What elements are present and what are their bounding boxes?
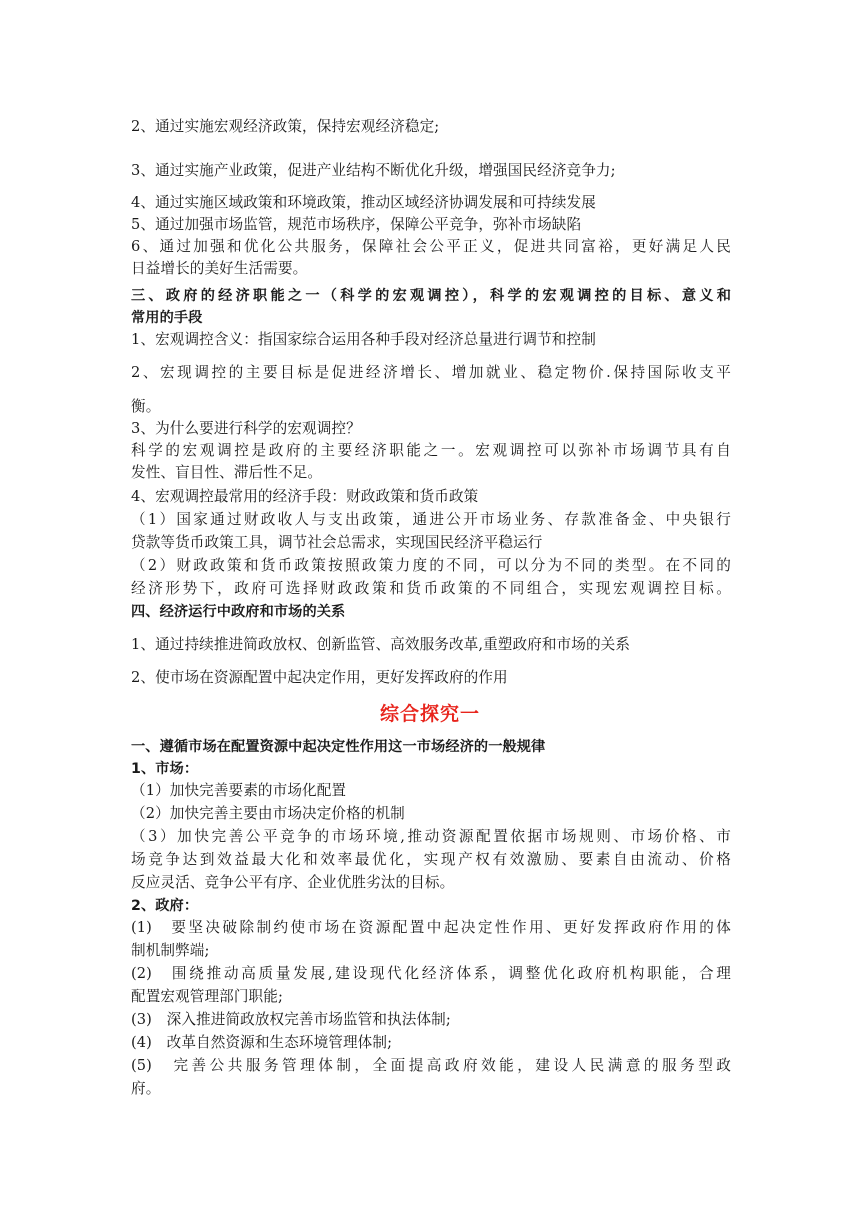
list-item: 反应灵活、竞争公平有序、企业优胜劣汰的目标。 xyxy=(131,874,455,891)
paragraph-line: 贷款等货币政策工具，调节社会总需求，实现国民经济平稳运行 xyxy=(131,534,543,551)
list-item: 场竞争达到效益最大化和效率最优化，实现产权有效激励、要素自由流动、价格 xyxy=(131,851,731,868)
paragraph-line: 3、为什么要进行科学的宏观调控？ xyxy=(131,420,361,437)
paragraph-line: 4、通过实施区域政策和环境政策，推动区域经济协调发展和可持续发展 xyxy=(131,194,596,211)
paragraph-line: 衡。 xyxy=(131,398,161,415)
paragraph-line: 1、通过持续推进简政放权、创新监管、高效服务改革,重塑政府和市场的关系 xyxy=(131,636,631,653)
paragraph-line: 发性、盲目性、滞后性不足。 xyxy=(131,464,323,481)
list-item: (5) 完善公共服务管理体制，全面提高政府效能，建设人民满意的服务型政 xyxy=(131,1057,731,1074)
list-item: （1）加快完善要素的市场化配置 xyxy=(131,782,347,799)
list-item: 配置宏观管理部门职能; xyxy=(131,988,283,1005)
paragraph-line: 3、通过实施产业政策，促进产业结构不断优化升级，增强国民经济竞争力; xyxy=(131,162,616,179)
paragraph-line: 2、宏现调控的主要目标是促进经济增长、增加就业、稳定物价.保持国际收支平 xyxy=(131,364,731,381)
paragraph-line: 1、宏观调控含义：指国家综合运用各种手段对经济总量进行调节和控制 xyxy=(131,331,596,348)
list-item: (3) 深入推进简政放权完善市场监管和执法体制; xyxy=(131,1011,451,1028)
list-item: 府。 xyxy=(131,1080,161,1097)
list-item: (1) 要坚决破除制约使市场在资源配置中起决定性作用、更好发挥政府作用的体 xyxy=(131,919,731,936)
list-item: (4) 改革自然资源和生态环境管理体制; xyxy=(131,1034,393,1051)
paragraph-line: （2）财政政策和货币政策按照政策力度的不同，可以分为不同的类型。在不同的 xyxy=(131,557,731,574)
paragraph-line: 经济形势下，政府可选择财政政策和货币政策的不同组合，实现宏观调控目标。 xyxy=(131,580,731,597)
list-item: 制机制弊端; xyxy=(131,942,210,959)
paragraph-line: 2、通过实施宏观经济政策，保持宏观经济稳定; xyxy=(131,118,440,135)
paragraph-line: 5、通过加强市场监管，规范市场秩序，保障公平竞争，弥补市场缺陷 xyxy=(131,216,582,233)
section-heading: 三、政府的经济职能之一（科学的宏观调控），科学的宏观调控的目标、意义和 xyxy=(131,288,731,304)
paragraph-line: 4、宏观调控最常用的经济手段：财政政策和货币政策 xyxy=(131,488,479,505)
paragraph-line: 科学的宏观调控是政府的主要经济职能之一。宏观调控可以弥补市场调节具有自 xyxy=(131,442,731,459)
paragraph-line: 6、通过加强和优化公共服务，保障社会公平正义，促进共同富裕，更好满足人民 xyxy=(131,238,731,255)
paragraph-line: 日益增长的美好生活需要。 xyxy=(131,260,308,277)
section-heading: 四、经济运行中政府和市场的关系 xyxy=(131,604,346,620)
section-title: 综合探究一 xyxy=(379,703,480,725)
subsection-heading: 2、政府： xyxy=(131,898,199,914)
section-heading: 一、遵循市场在配置资源中起决定性作用这一市场经济的一般规律 xyxy=(131,739,546,755)
paragraph-line: （1）国家通过财政收人与支出政策，通进公开市场业务、存款准备金、中央银行 xyxy=(131,511,731,528)
list-item: （2）加快完善主要由市场决定价格的机制 xyxy=(131,805,405,822)
subsection-heading: 1、市场： xyxy=(131,761,199,777)
list-item: （3）加快完善公平竞争的市场环境,推动资源配置依据市场规则、市场价格、市 xyxy=(131,828,731,845)
paragraph-line: 2、使市场在资源配置中起决定作用，更好发挥政府的作用 xyxy=(131,669,508,686)
list-item: (2) 围绕推动高质量发展,建设现代化经济体系，调整优化政府机构职能，合理 xyxy=(131,965,731,982)
section-heading: 常用的手段 xyxy=(131,310,203,326)
